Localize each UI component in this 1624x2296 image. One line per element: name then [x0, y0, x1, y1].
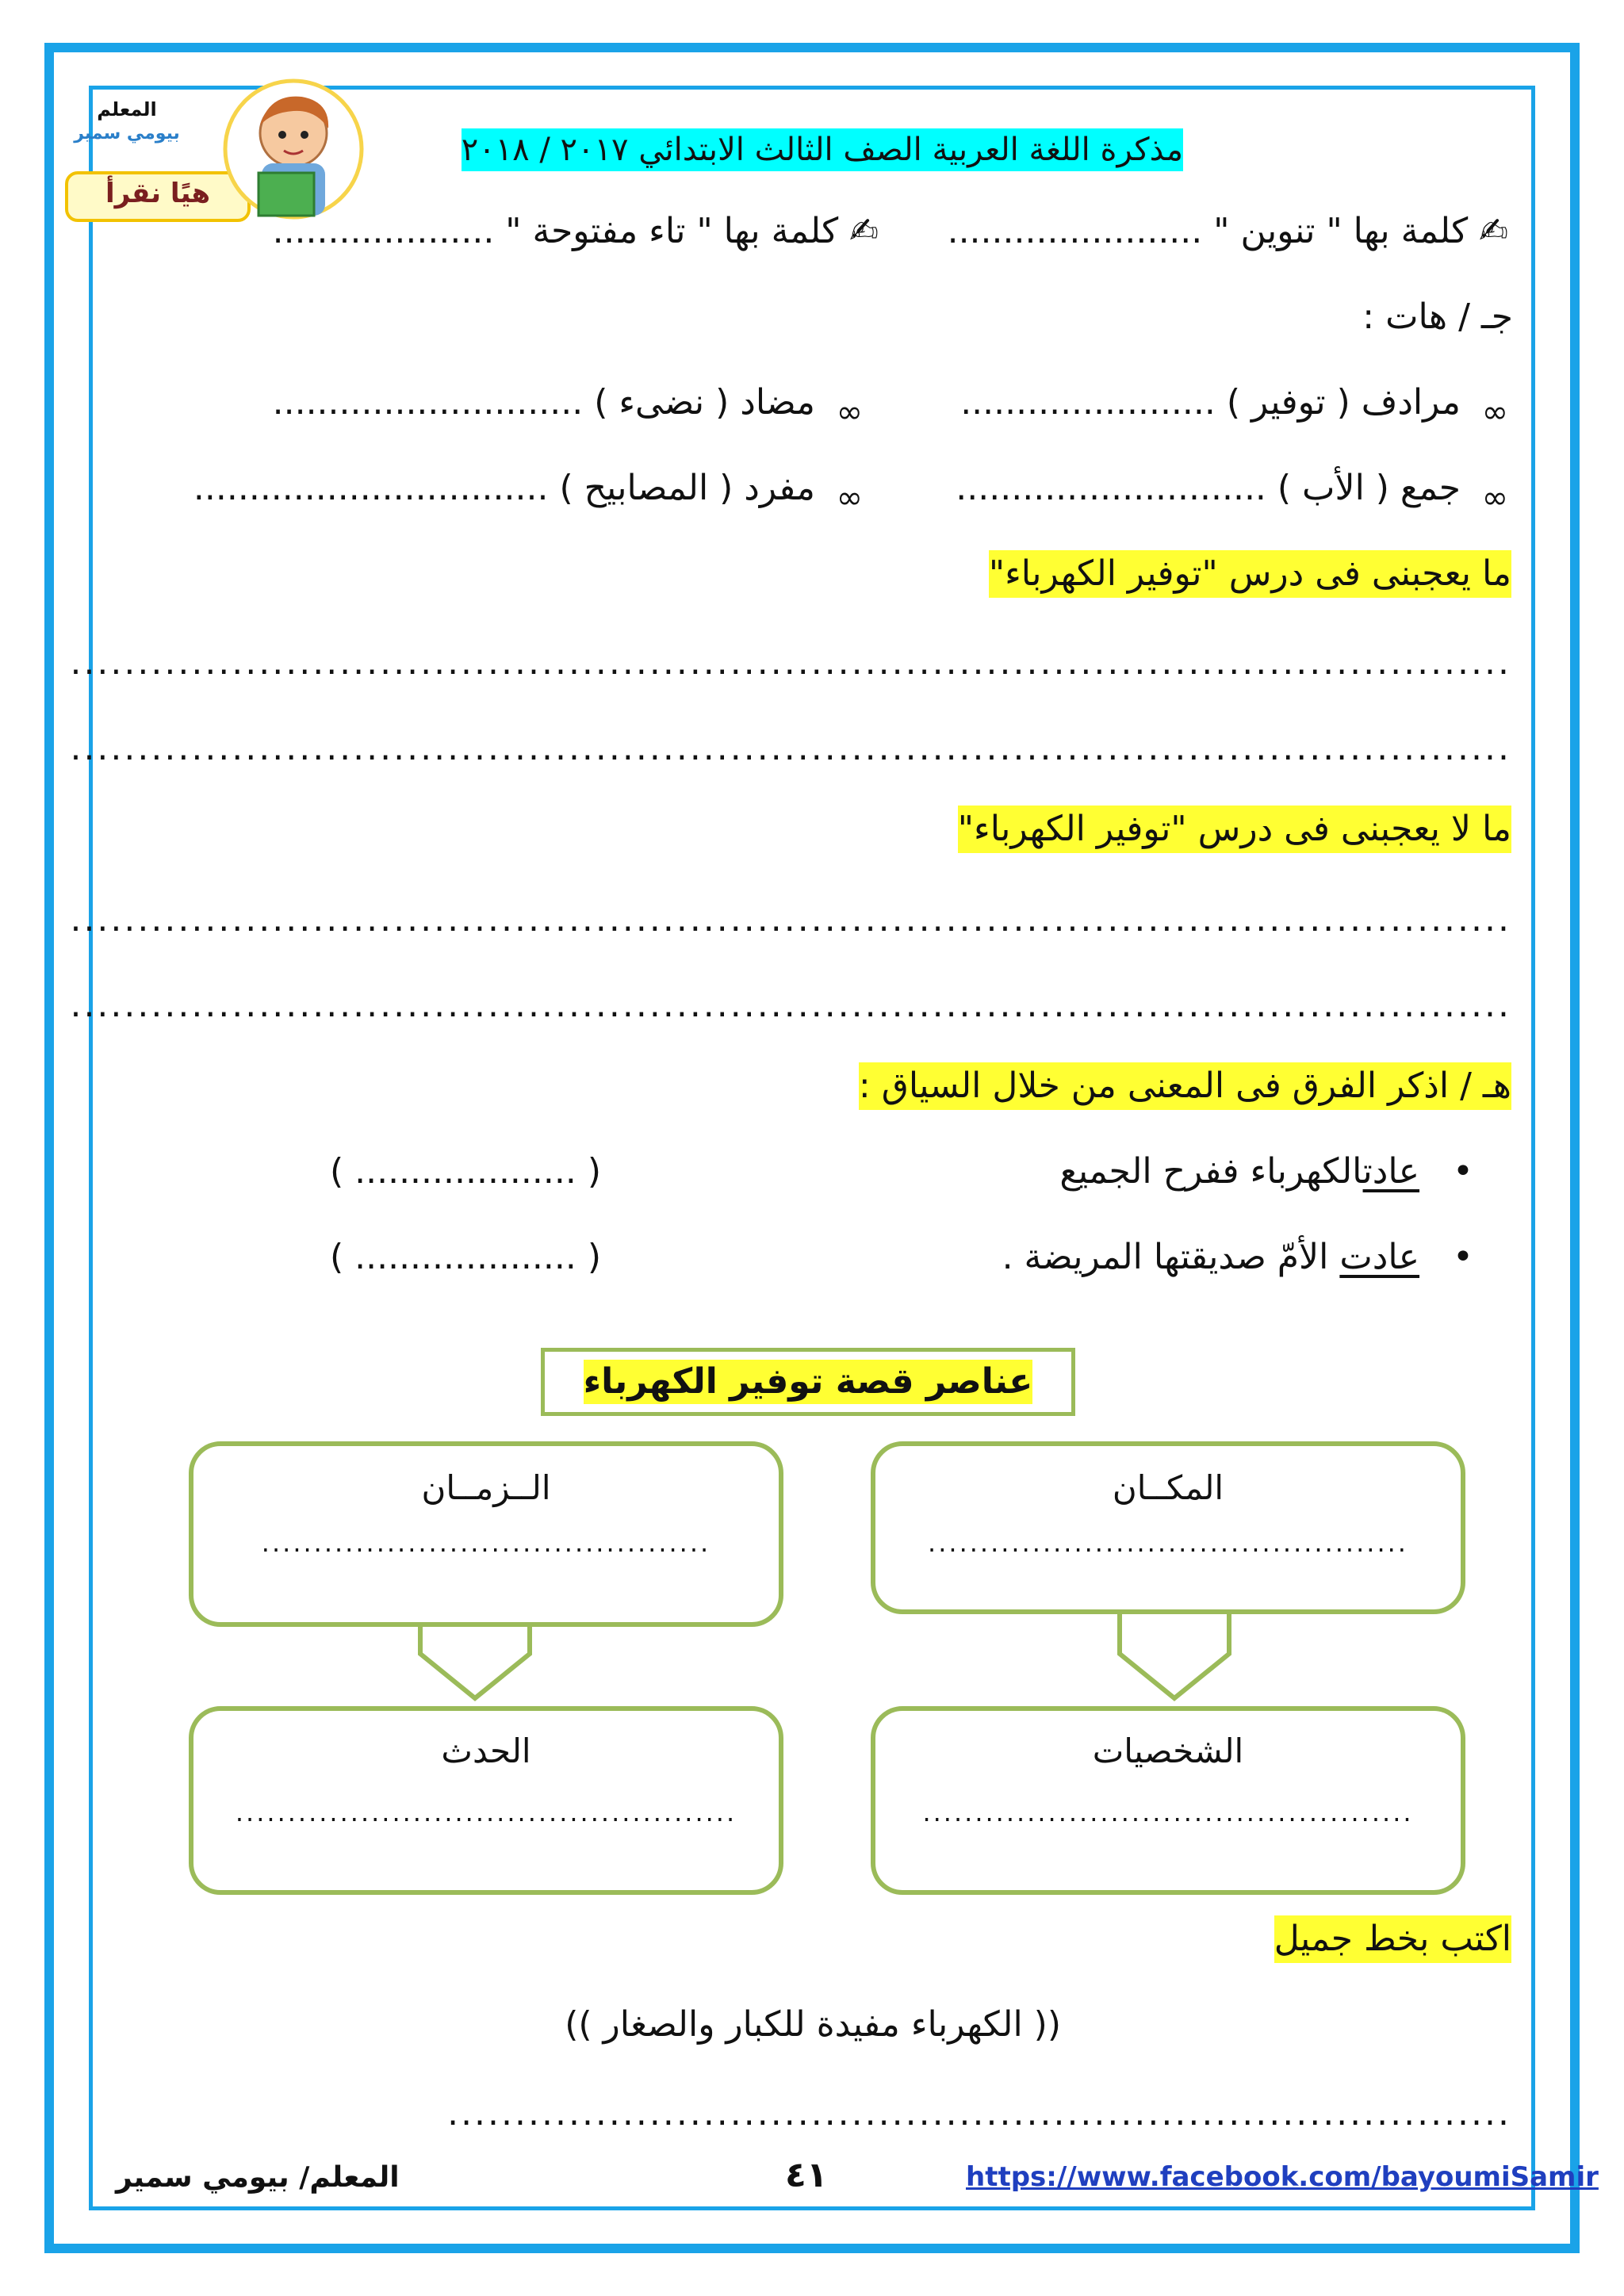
sentence-1 [1059, 1148, 1473, 1196]
sentence-1-rest: الكهرباء ففرح الجميع [1059, 1151, 1363, 1192]
time-answer-line: ........................................... [261, 1528, 711, 1558]
place-answer-line: .............................................. [928, 1528, 1408, 1558]
page-number: ٤١ [785, 2155, 828, 2195]
sentence-1-answer: ( .................... ) [329, 1151, 601, 1192]
facebook-link[interactable]: https://www.facebook.com/bayoumiSamir [966, 2161, 1599, 2193]
antonym-prompt: مضاد ( نضىء ) ............................ [272, 382, 815, 423]
story-elements-title: عناصر قصة توفير الكهرباء [584, 1360, 1033, 1404]
characters-answer-line: ............................................... [922, 1797, 1414, 1827]
handwriting-line: ............................................................................... [447, 2093, 1511, 2133]
teacher-logo [63, 70, 357, 228]
logo-teacher-label: المعلم [97, 98, 157, 121]
section-c-label: جـ / هات : [1362, 297, 1513, 337]
logo-tagline: هيًا نقرأ [105, 178, 211, 209]
section-h-heading: هـ / اذكر الفرق فى المعنى من خلال السياق : [859, 1062, 1511, 1110]
bullet-icon: ∞ [1481, 394, 1508, 430]
sentence-2-rest: الأمّ صديقتها المريضة . [1002, 1237, 1329, 1277]
bullet-icon: ∞ [836, 394, 863, 430]
synonym-prompt: مرادف ( توفير ) ....................... [960, 382, 1461, 423]
handwriting-heading: اكتب بخط جميل [1274, 1915, 1511, 1963]
footer-teacher: المعلم/ بيومي سمير [116, 2161, 400, 2194]
bullet-icon: ∞ [836, 480, 863, 516]
sentence-2 [1002, 1234, 1473, 1281]
sentence-2-word: عادت [1339, 1237, 1420, 1277]
characters-label: الشخصيات [1092, 1732, 1244, 1770]
page-title: مذكرة اللغة العربية الصف الثالث الابتدائي ٢٠١٧ / ٢٠١٨ [462, 128, 1183, 171]
dislikes-line-2: ........................................................................................................... [70, 985, 1511, 1025]
likes-line-2: ........................................................................................................... [70, 728, 1511, 768]
place-label: المكــان [1112, 1468, 1224, 1507]
dislikes-line-1: ........................................................................................................... [70, 899, 1511, 939]
sentence-1-word: عادت [1362, 1151, 1420, 1192]
likes-heading: ما يعجبنى فى درس "توفير الكهرباء" [989, 550, 1511, 598]
sentence-2-answer: ( .................... ) [329, 1237, 601, 1277]
likes-line-1: ........................................................................................................... [70, 642, 1511, 683]
time-label: الــزمــان [421, 1468, 551, 1507]
story-elements-title-box [541, 1348, 1075, 1416]
event-answer-line: ................................................ [235, 1797, 737, 1827]
event-box [189, 1706, 783, 1895]
characters-box [871, 1706, 1465, 1895]
time-box [189, 1441, 783, 1627]
open-taa-prompt: ✍ كلمة بها " تاء مفتوحة " .................... [272, 211, 879, 251]
logo-teacher-name: بيومي سمير [74, 124, 180, 144]
bullet-icon: ∞ [1481, 480, 1508, 516]
place-box [871, 1441, 1465, 1614]
handwriting-sentence: (( الكهرباء مفيدة للكبار والصغار )) [565, 2004, 1061, 2045]
tanween-prompt: ✍ كلمة بها " تنوين " ....................... [947, 211, 1508, 251]
plural-prompt: جمع ( الأب ) ............................ [956, 468, 1461, 508]
dislikes-heading: ما لا يعجبنى فى درس "توفير الكهرباء" [958, 806, 1511, 853]
singular-prompt: مفرد ( المصابيح ) ................................ [193, 468, 815, 508]
event-label: الحدث [441, 1732, 531, 1770]
